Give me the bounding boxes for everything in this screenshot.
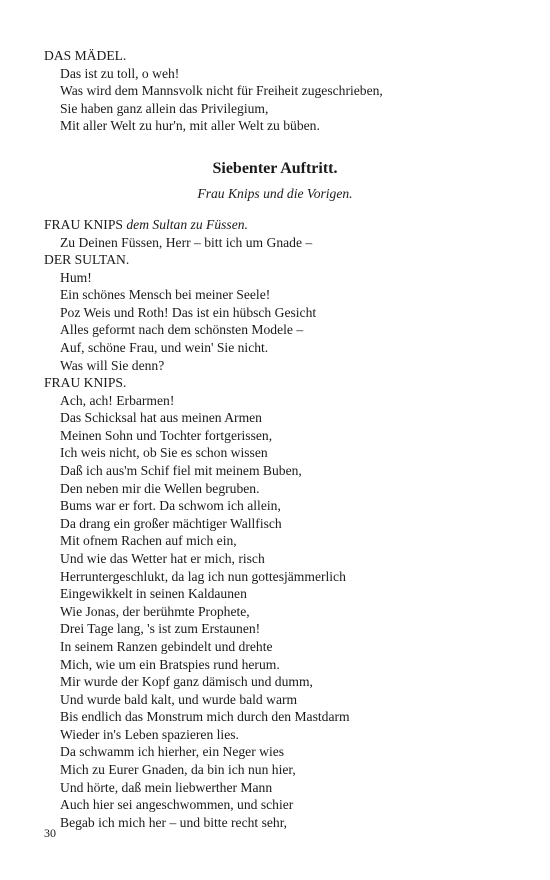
verse-line: Alles geformt nach dem schönsten Modele – (60, 322, 304, 338)
verse-line: Meinen Sohn und Tochter fortgerissen, (60, 427, 273, 443)
speech-frau-knips-1 (44, 216, 514, 251)
verse-line: Das ist zu toll, o weh! (60, 65, 180, 81)
verse-line: Was will Sie denn? (60, 357, 165, 373)
verse-line: Da schwamm ich hierher, ein Neger wies (60, 744, 285, 760)
verse-line: Auch hier sei angeschwommen, und schier (60, 797, 294, 813)
verse-line: Herruntergeschlukt, da lag ich nun gottesjämmerlich (60, 568, 346, 584)
speaker-name: DAS MÄDEL. (44, 48, 127, 63)
verse-line: Mich zu Eurer Gnaden, da bin ich nun hier, (60, 762, 296, 778)
speech-frau-knips-2 (44, 374, 514, 831)
stage-direction: dem Sultan zu Füssen. (126, 217, 248, 232)
verse-line: Poz Weis und Roth! Das ist ein hübsch Gesicht (60, 304, 317, 320)
speaker-line (44, 216, 514, 234)
verse-line: Auf, schöne Frau, und wein' Sie nicht. (60, 339, 269, 355)
speaker-name: FRAU KNIPS. (44, 375, 127, 390)
verse-line: Drei Tage lang, 's ist zum Erstaunen! (60, 621, 261, 637)
verse-line: Mit aller Welt zu hur'n, mit aller Welt zu büben. (60, 118, 320, 134)
verse-line: Mit ofnem Rachen auf mich ein, (60, 533, 237, 549)
verse-line: Ach, ach! Erbarmen! (60, 392, 175, 408)
verse-line: Mir wurde der Kopf ganz dämisch und dumm, (60, 674, 313, 690)
verse-line: Bums war er fort. Da schwom ich allein, (60, 498, 281, 514)
verse-line: Sie haben ganz allein das Privilegium, (60, 100, 269, 116)
scene-subtitle: Frau Knips und die Vorigen. (197, 186, 353, 201)
verse-line: Eingewikkelt in seinen Kaldaunen (60, 586, 247, 602)
verse-line: Ich weis nicht, ob Sie es schon wissen (60, 445, 268, 461)
verse-line: Und hörte, daß mein liebwerther Mann (60, 779, 273, 795)
verse-line: Zu Deinen Füssen, Herr – bitt ich um Gnade – (60, 234, 313, 250)
verse-line: Und wie das Wetter hat er mich, risch (60, 550, 265, 566)
scene-title: Siebenter Auftritt. (212, 160, 338, 177)
verse-line: Mich, wie um ein Bratspies rund herum. (60, 656, 280, 672)
verse-line: Wieder in's Leben spazieren lies. (60, 726, 239, 742)
verse-line: Begab ich mich her – und bitte recht sehr, (60, 814, 288, 830)
verse-line: Was wird dem Mannsvolk nicht für Freiheit zugeschrieben, (60, 83, 383, 99)
page-number: 30 (44, 826, 56, 840)
verse-line: Wie Jonas, der berühmte Prophete, (60, 603, 250, 619)
verse-line: Daß ich aus'm Schif fiel mit meinem Buben, (60, 462, 302, 478)
speech-das-maedel (44, 47, 514, 135)
speaker-name: DER SULTAN. (44, 252, 130, 267)
verse-line: Und wurde bald kalt, und wurde bald warm (60, 691, 298, 707)
verse-line: Ein schönes Mensch bei meiner Seele! (60, 287, 271, 303)
verse-line: Hum! (60, 269, 92, 285)
verse-line: Bis endlich das Monstrum mich durch den Mastdarm (60, 709, 350, 725)
verse-line: Da drang ein großer mächtiger Wallfisch (60, 515, 282, 531)
speech-der-sultan (44, 251, 514, 374)
verse-line: Das Schicksal hat aus meinen Armen (60, 410, 262, 426)
verse-line: In seinem Ranzen gebindelt und drehte (60, 638, 273, 654)
verse-line: Den neben mir die Wellen begruben. (60, 480, 260, 496)
speaker-name: FRAU KNIPS (44, 217, 123, 232)
